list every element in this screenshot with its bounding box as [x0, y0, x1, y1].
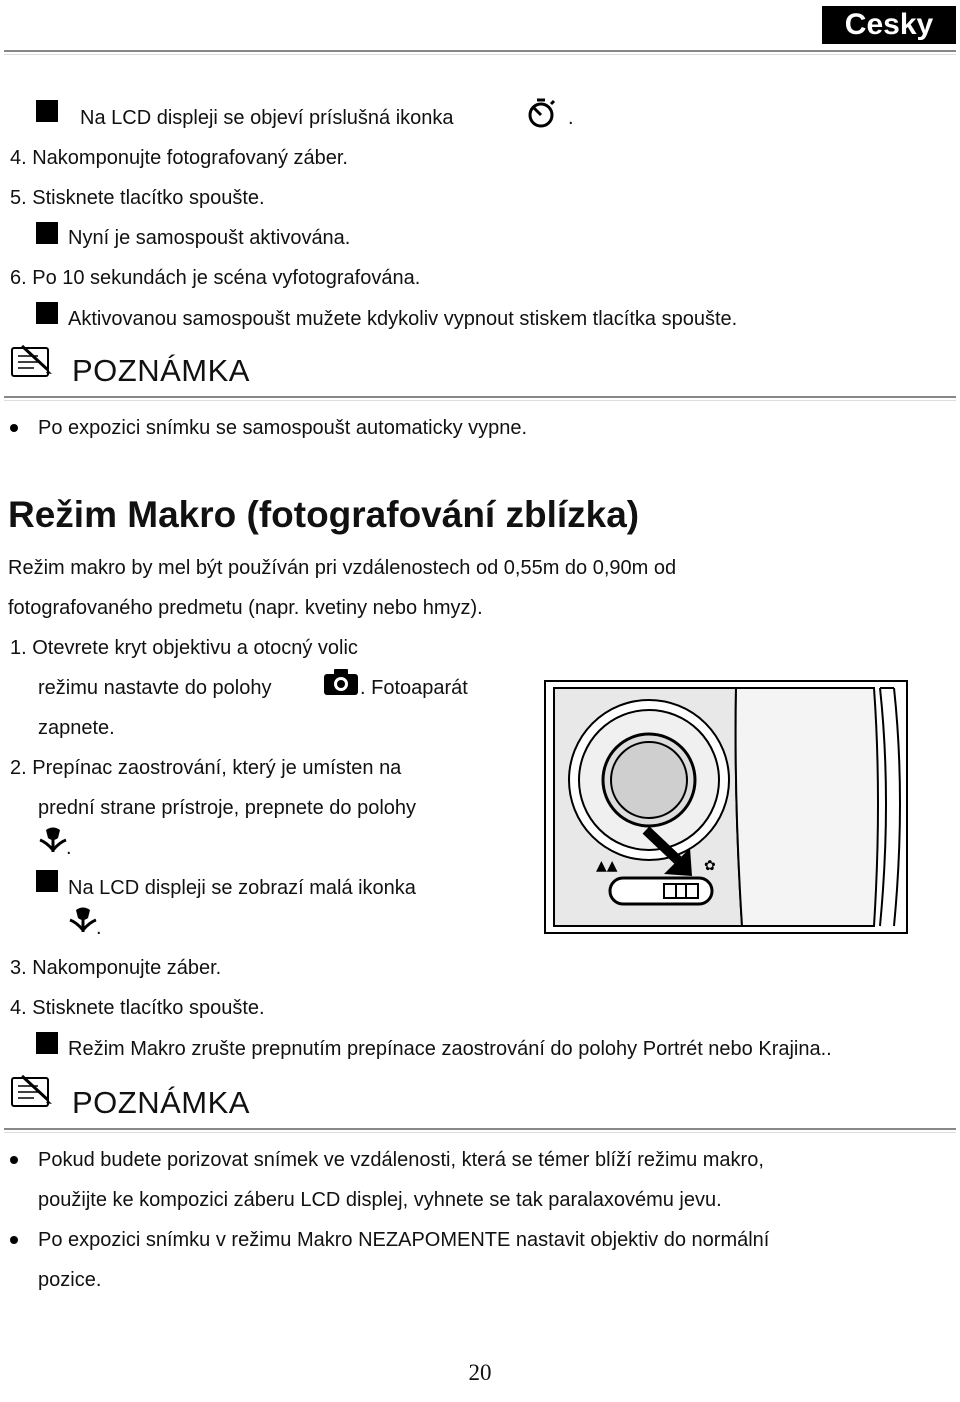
- macro-step-1-cont: režimu nastavte do polohy: [38, 677, 272, 699]
- intro-line-1: Režim makro by mel být používán pri vzdálenostech od 0,55m do 0,90m od: [8, 557, 677, 579]
- bullet-square: [36, 870, 58, 892]
- macro-step-2: 2. Prepínac zaostrování, který je umísten na: [10, 757, 402, 779]
- macro-flower-icon: [38, 826, 68, 854]
- camera-mode-icon: [322, 667, 360, 697]
- note-item-2-cont: pozice.: [38, 1269, 102, 1291]
- note-item-1-cont: použijte ke kompozici záberu LCD displej, vyhnete se tak paralaxovému jevu.: [38, 1189, 722, 1211]
- bullet-cancel: Aktivovanou samospoušt mužete kdykoliv vypnout stiskem tlacítka spoušte.: [68, 308, 738, 330]
- note-rule: [4, 1128, 956, 1133]
- note-item: Po expozici snímku se samospoušt automaticky vypne.: [38, 417, 528, 439]
- note-title: POZNÁMKA: [72, 1085, 250, 1120]
- page-number: 20: [468, 1360, 492, 1385]
- note-pad-icon: [8, 1070, 54, 1112]
- note-rule: [4, 396, 956, 401]
- macro-step-4: 4. Stisknete tlacítko spoušte.: [10, 997, 265, 1019]
- note-pad-icon: [8, 340, 54, 382]
- macro-step-1: 1. Otevrete kryt objektivu a otocný volic: [10, 637, 358, 659]
- lcd-icon-line: Na LCD displeji se objeví príslušná ikonka: [80, 107, 454, 129]
- note-item-2: Po expozici snímku v režimu Makro NEZAPOMENTE nastavit objektiv do normální: [38, 1229, 770, 1251]
- svg-text:✿: ✿: [704, 858, 716, 874]
- bullet-lcd-suffix: .: [96, 917, 102, 939]
- language-badge: Cesky: [822, 6, 956, 44]
- macro-step-2-suffix: .: [66, 837, 72, 859]
- header-rule: [4, 50, 956, 55]
- macro-step-2-cont: prední strane prístroje, prepnete do polohy: [38, 797, 417, 819]
- bullet-square: [36, 222, 58, 244]
- step-6: 6. Po 10 sekundách je scéna vyfotografována.: [10, 267, 421, 289]
- bullet-dot: [10, 424, 18, 432]
- macro-step-1-cont-b: . Fotoaparát: [360, 677, 468, 699]
- bullet-lcd: Na LCD displeji se zobrazí malá ikonka: [68, 877, 416, 899]
- macro-step-1-cont-c: zapnete.: [38, 717, 115, 739]
- note-title: POZNÁMKA: [72, 353, 250, 388]
- bullet-square: [36, 100, 58, 122]
- note-item-1: Pokud budete porizovat snímek ve vzdálenosti, která se témer blíží režimu makro,: [38, 1149, 764, 1171]
- section-heading: Režim Makro (fotografování zblízka): [8, 494, 640, 535]
- bullet-dot: [10, 1236, 18, 1244]
- macro-bullet-cancel: Režim Makro zrušte prepnutím prepínace zaostrování do polohy Portrét nebo Krajina..: [68, 1038, 832, 1060]
- intro-line-2: fotografovaného predmetu (napr. kvetiny nebo hmyz).: [8, 597, 483, 619]
- macro-step-3: 3. Nakomponujte záber.: [10, 957, 222, 979]
- camera-illustration: [544, 680, 908, 934]
- step-5: 5. Stisknete tlacítko spoušte.: [10, 187, 265, 209]
- lcd-icon-suffix: .: [568, 107, 574, 129]
- step-4: 4. Nakomponujte fotografovaný záber.: [10, 147, 348, 169]
- macro-flower-icon: [68, 906, 98, 934]
- self-timer-icon: [524, 96, 558, 130]
- bullet-dot: [10, 1156, 18, 1164]
- bullet-square: [36, 302, 58, 324]
- bullet-square: [36, 1032, 58, 1054]
- svg-text:▲▲: ▲▲: [596, 858, 618, 874]
- bullet-activated: Nyní je samospoušt aktivována.: [68, 227, 351, 249]
